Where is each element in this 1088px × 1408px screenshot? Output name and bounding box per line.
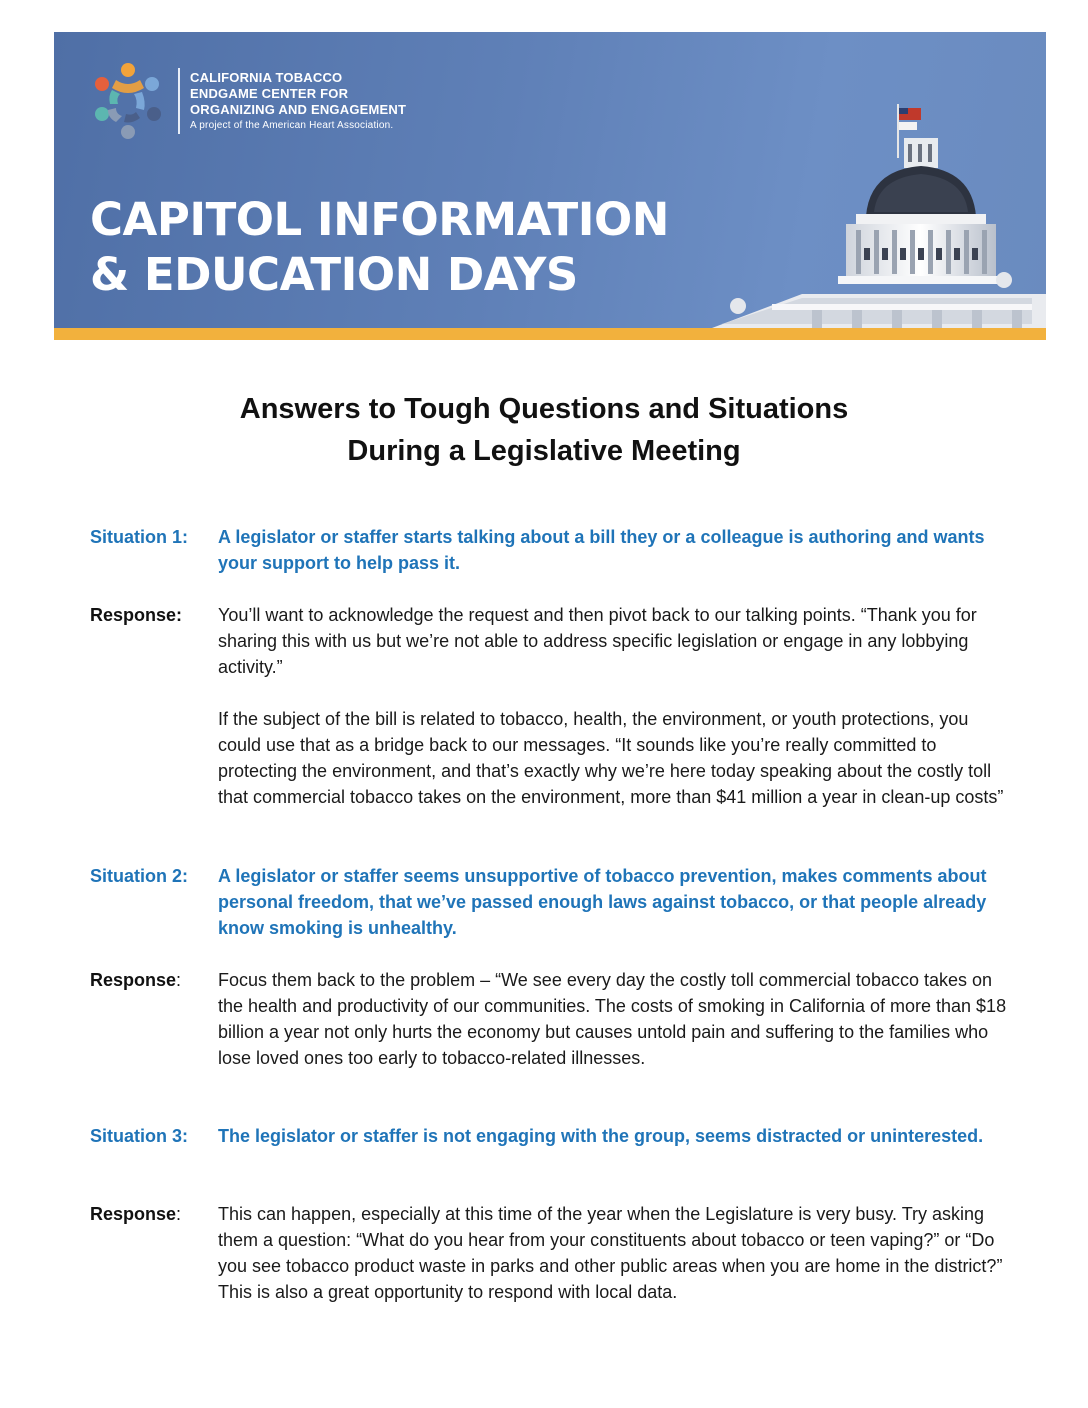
document-title	[0, 388, 1088, 472]
response-paragraph: This can happen, especially at this time of the year when the Legislature is very busy. Try asking them a question: “What do you hear from your constituents about tobacco or teen vaping?” or “Do you see tobacco product waste in parks and other public areas when you are home in the district?” This is also a great opportunity to respond with local data.	[218, 1204, 1003, 1302]
response-label	[90, 1201, 218, 1227]
response-label-text: Response	[90, 970, 177, 990]
situation-paragraph: A legislator or staffer starts talking about a bill they or a colleague is authoring and wants your support to help pass it.	[218, 527, 985, 573]
banner-title-line: & EDUCATION DAYS	[90, 248, 578, 301]
document-title-line: During a Legislative Meeting	[347, 435, 741, 467]
capitol-building-illustration	[652, 98, 1046, 328]
response-label-text: Response	[90, 1204, 177, 1224]
response-paragraph: Focus them back to the problem – “We see every day the costly toll commercial tobacco takes on the health and productivity of our communities. The costs of smoking in California of more than $18 billion a year not only hurts the economy but causes untold pain and suffering to the families who lose loved ones too early to tobacco-related illnesses.	[218, 970, 1007, 1068]
header-banner	[54, 32, 1046, 328]
response-label	[90, 967, 218, 993]
response-label-colon: :	[176, 970, 182, 990]
response-label: Response:	[90, 605, 183, 625]
org-name-line: CALIFORNIA TOBACCO	[190, 70, 343, 85]
organization-name	[190, 70, 406, 133]
response-text	[218, 967, 1010, 1071]
response-label-colon: :	[176, 1204, 182, 1224]
situation-label: Situation 2:	[90, 866, 188, 886]
situation-label: Situation 1:	[90, 527, 188, 547]
situation-paragraph: The legislator or staffer is not engaging with the group, seems distracted or uninterested.	[218, 1126, 984, 1146]
logo-divider	[178, 68, 180, 134]
situation-paragraph: A legislator or staffer seems unsupportive of tobacco prevention, makes comments about personal freedom, that we’ve passed enough laws against tobacco, or that people already know smoking is unhealthy.	[218, 866, 987, 938]
banner-title	[90, 192, 669, 302]
response-text	[218, 1201, 1010, 1305]
banner-title-line: CAPITOL INFORMATION	[90, 193, 669, 246]
document-title-line: Answers to Tough Questions and Situations	[239, 393, 849, 425]
situation-label: Situation 3:	[90, 1126, 188, 1146]
org-subline: A project of the American Heart Association.	[190, 120, 394, 131]
situation-text	[218, 863, 1010, 941]
response-text	[218, 602, 1010, 810]
situation-text	[218, 1123, 1010, 1149]
org-name-line: ORGANIZING AND ENGAGEMENT	[190, 102, 407, 117]
situation-text	[218, 524, 1010, 576]
banner-accent-stripe	[54, 328, 1046, 340]
response-paragraph: You’ll want to acknowledge the request and then pivot back to our talking points. “Thank you for sharing this with us but we’re not able to address specific legislation or engage in any lobbying activity.”	[218, 605, 977, 677]
response-paragraph: If the subject of the bill is related to tobacco, health, the environment, or youth protections, you could use that as a bridge back to our messages. “It sounds like you’re really committed to protecting the environment, and that’s exactly why we’re here today speaking about the costly toll that commercial tobacco takes on the environment, more than $41 million a year in clean-up costs”	[218, 709, 1004, 807]
organization-logo-icon	[88, 58, 168, 144]
org-name-line: ENDGAME CENTER FOR	[190, 86, 349, 101]
